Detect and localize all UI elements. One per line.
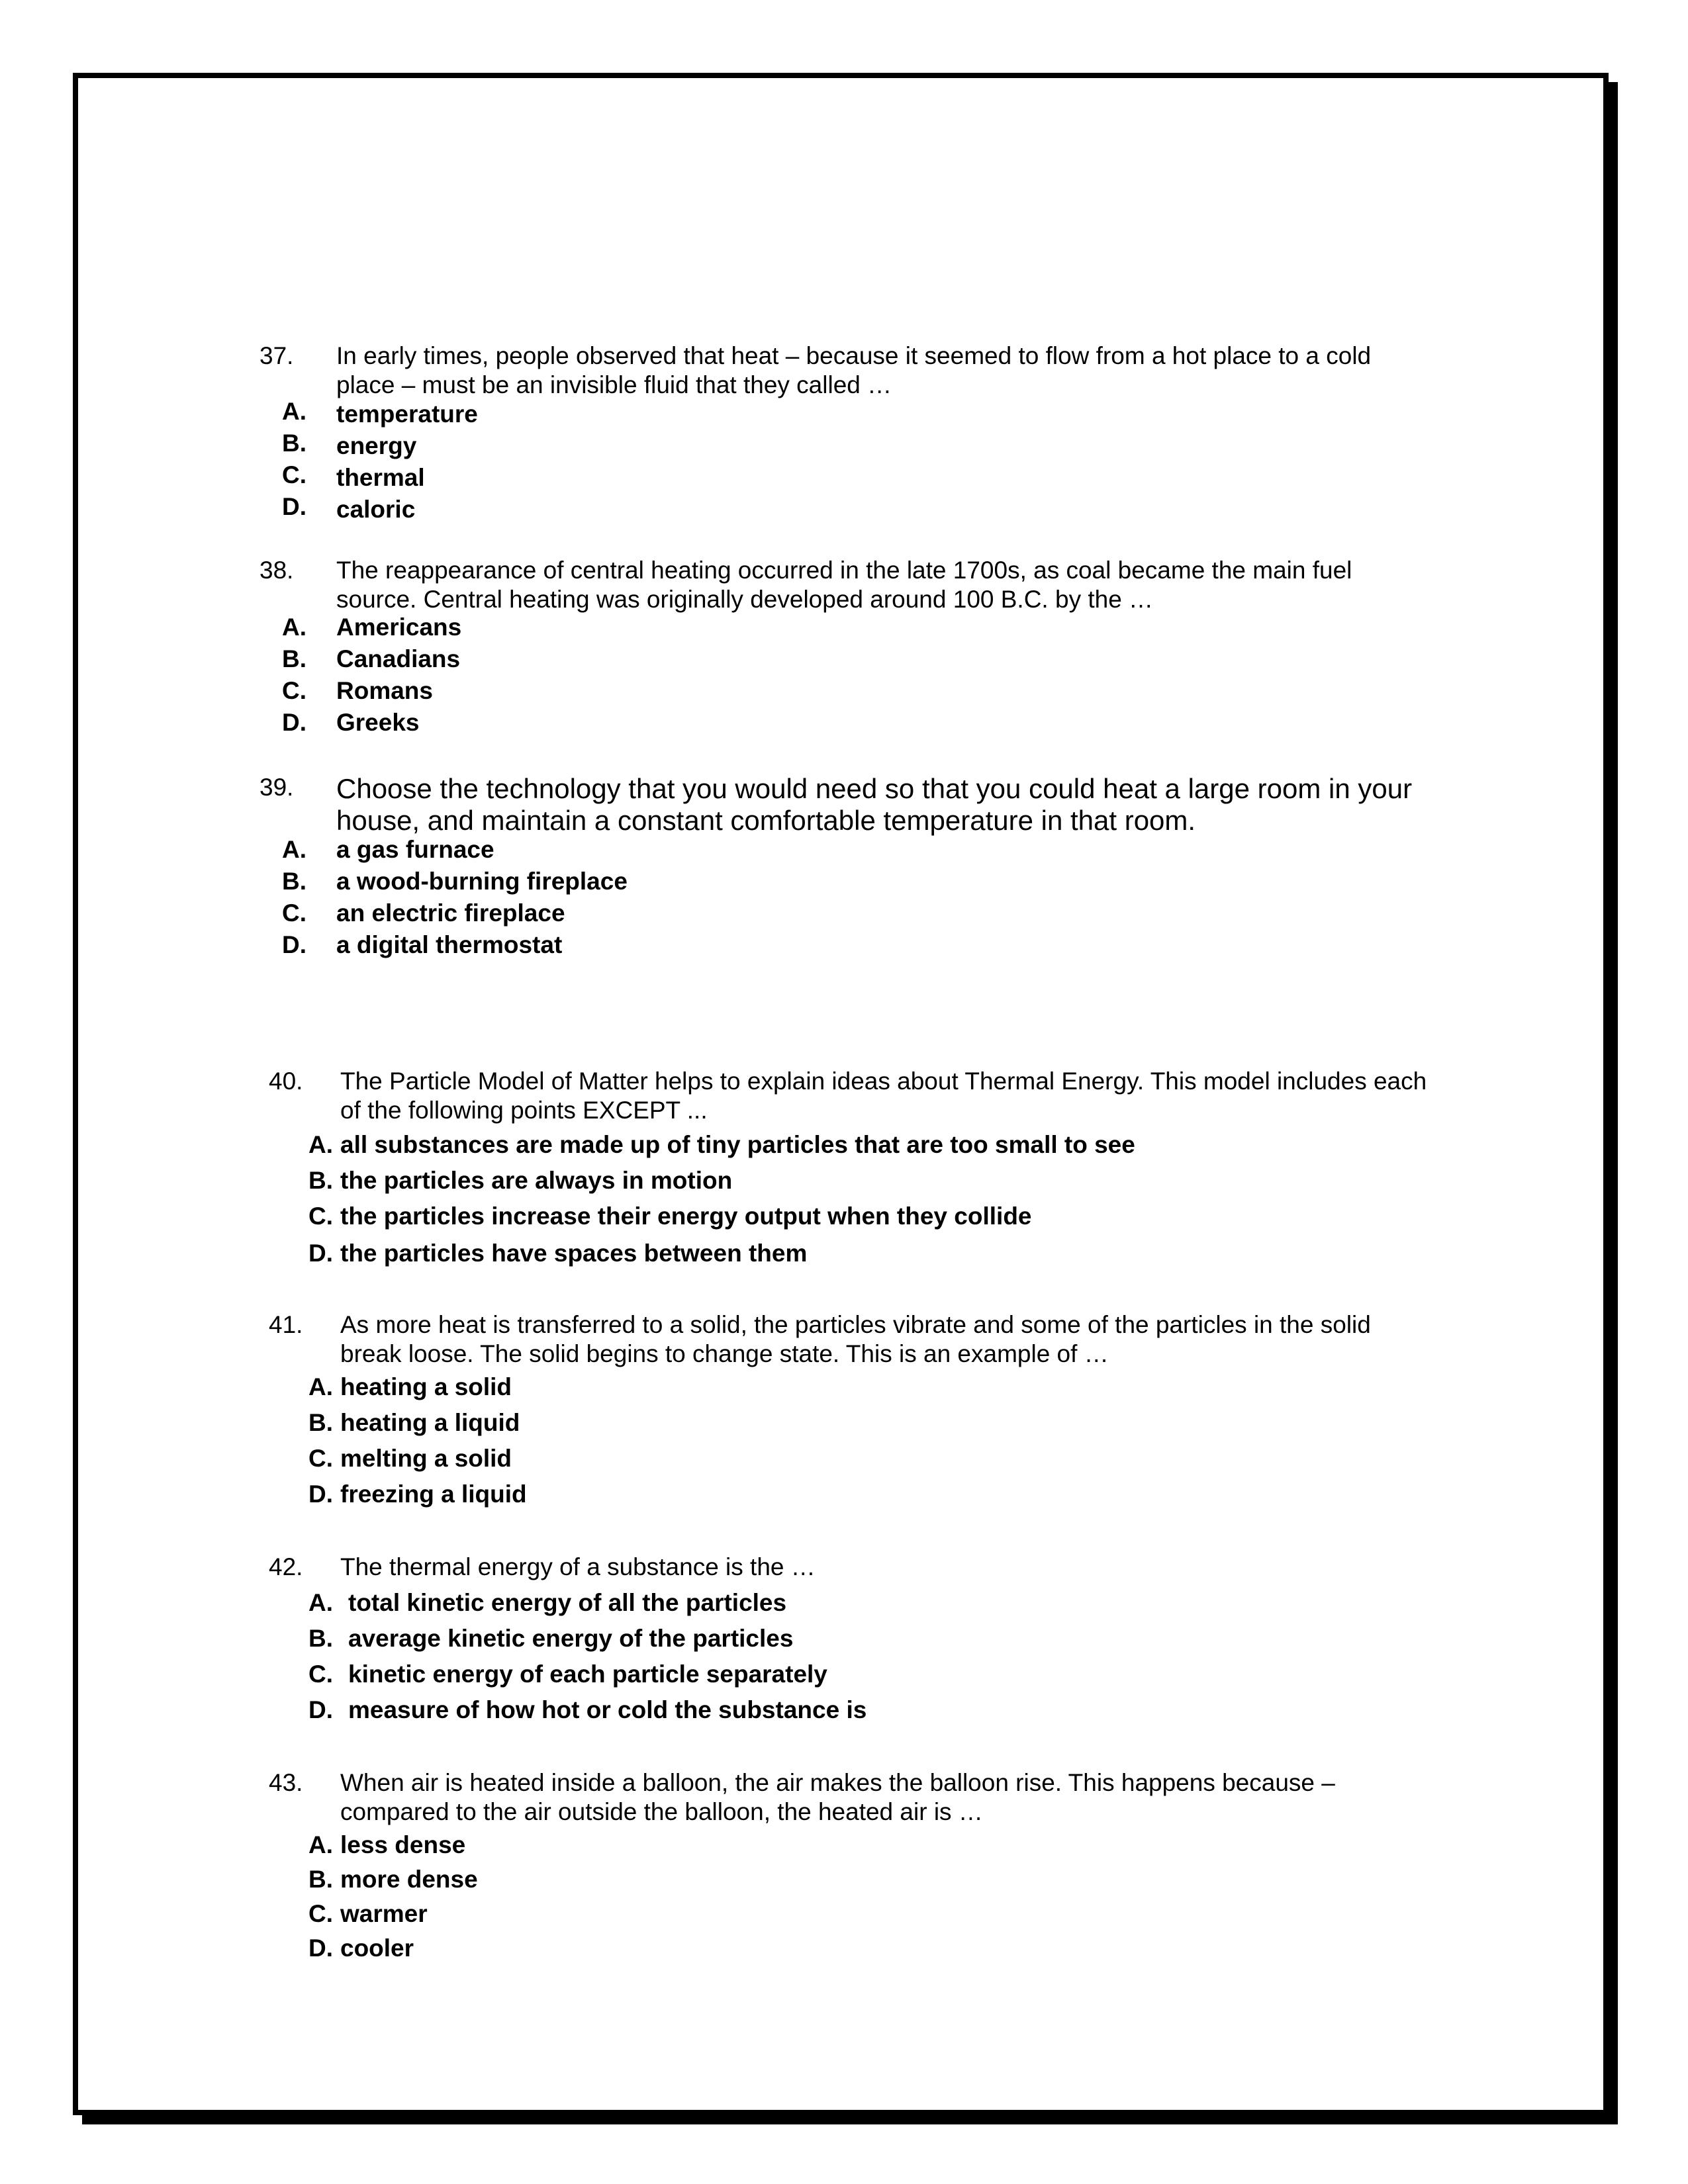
question-number: 43. — [269, 1769, 303, 1796]
option-letter: B. — [308, 1167, 333, 1194]
option-text: heating a liquid — [340, 1409, 520, 1436]
option-letter: C. — [308, 1203, 333, 1230]
option-text: measure of how hot or cold the substance is — [348, 1696, 867, 1723]
option-letter: A. — [282, 614, 306, 641]
question-line: The thermal energy of a substance is the … — [340, 1553, 816, 1580]
option-text: Romans — [336, 677, 433, 704]
option-letter: B. — [282, 645, 306, 672]
option-text: Canadians — [336, 645, 461, 672]
option-text: Americans — [336, 614, 462, 641]
option-text: all substances are made up of tiny particles that are too small to see — [340, 1131, 1135, 1158]
question-line: The reappearance of central heating occurred in the late 1700s, as coal became the main fuel — [336, 557, 1352, 584]
option-letter: C. — [282, 677, 306, 704]
option-text: more dense — [340, 1866, 478, 1893]
option-text: the particles increase their energy output when they collide — [340, 1203, 1032, 1230]
question-line: In early times, people observed that heat – because it seemed to flow from a hot place to a cold — [336, 342, 1372, 369]
option-letter: C. — [308, 1661, 333, 1688]
option-text: Greeks — [336, 709, 420, 736]
option-text: cooler — [340, 1934, 414, 1962]
option-letter: A. — [308, 1589, 333, 1616]
option-text: thermal — [336, 464, 425, 491]
question-text — [336, 341, 1371, 400]
option-letter: A. — [308, 1831, 333, 1858]
question-line: When air is heated inside a balloon, the air makes the balloon rise. This happens because – — [340, 1769, 1335, 1796]
option-letter: D. — [308, 1480, 333, 1508]
option-text: a gas furnace — [336, 836, 494, 863]
option-letter: A. — [282, 836, 306, 863]
option-letter: B. — [282, 430, 306, 457]
question-line: break loose. The solid begins to change state. This is an example of … — [340, 1340, 1109, 1367]
option-letter: B. — [308, 1625, 333, 1652]
option-letter: C. — [308, 1445, 333, 1472]
question-text — [340, 1553, 816, 1582]
option-letter: A. — [308, 1131, 333, 1158]
option-letter: B. — [308, 1866, 333, 1893]
question-number: 39. — [259, 774, 294, 801]
option-text: caloric — [336, 496, 416, 523]
question-text — [340, 1768, 1335, 1827]
question-number: 38. — [259, 557, 294, 584]
option-text: kinetic energy of each particle separately — [348, 1661, 827, 1688]
option-text: freezing a liquid — [340, 1480, 527, 1508]
question-text — [336, 773, 1412, 837]
option-letter: D. — [308, 1934, 333, 1962]
question-text — [336, 556, 1352, 614]
option-letter: B. — [308, 1409, 333, 1436]
option-letter: D. — [282, 709, 306, 736]
option-text: a digital thermostat — [336, 931, 563, 958]
option-letter: B. — [282, 868, 306, 895]
question-number: 37. — [259, 342, 294, 369]
question-text — [340, 1067, 1427, 1125]
question-line: As more heat is transferred to a solid, the particles vibrate and some of the particles in the solid — [340, 1311, 1371, 1338]
option-text: total kinetic energy of all the particles — [348, 1589, 787, 1616]
question-line: place – must be an invisible fluid that they called … — [336, 371, 892, 398]
option-text: warmer — [340, 1900, 428, 1927]
question-line: of the following points EXCEPT ... — [340, 1097, 708, 1124]
question-number: 41. — [269, 1311, 303, 1338]
option-letter: D. — [308, 1696, 333, 1723]
question-text — [340, 1310, 1371, 1369]
question-line: Choose the technology that you would need so that you could heat a large room in your — [336, 773, 1413, 804]
question-number: 40. — [269, 1068, 303, 1095]
option-text: heating a solid — [340, 1373, 512, 1400]
question-number: 42. — [269, 1553, 303, 1580]
option-text: a wood-burning fireplace — [336, 868, 628, 895]
option-letter: C. — [282, 461, 306, 488]
question-line: house, and maintain a constant comfortable temperature in that room. — [336, 805, 1196, 836]
option-text: average kinetic energy of the particles — [348, 1625, 794, 1652]
option-text: an electric fireplace — [336, 899, 565, 927]
option-text: less dense — [340, 1831, 466, 1858]
option-text: energy — [336, 432, 417, 459]
option-letter: D. — [282, 931, 306, 958]
option-letter: C. — [282, 899, 306, 927]
option-text: melting a solid — [340, 1445, 512, 1472]
option-text: the particles have spaces between them — [340, 1240, 808, 1267]
option-letter: A. — [308, 1373, 333, 1400]
option-letter: A. — [282, 398, 306, 425]
question-line: source. Central heating was originally developed around 100 B.C. by the … — [336, 586, 1154, 613]
question-line: compared to the air outside the balloon, the heated air is … — [340, 1798, 983, 1825]
option-letter: D. — [282, 493, 306, 520]
option-letter: C. — [308, 1900, 333, 1927]
option-text: temperature — [336, 400, 478, 428]
option-letter: D. — [308, 1240, 333, 1267]
question-line: The Particle Model of Matter helps to explain ideas about Thermal Energy. This model includes each — [340, 1068, 1427, 1095]
option-text: the particles are always in motion — [340, 1167, 733, 1194]
